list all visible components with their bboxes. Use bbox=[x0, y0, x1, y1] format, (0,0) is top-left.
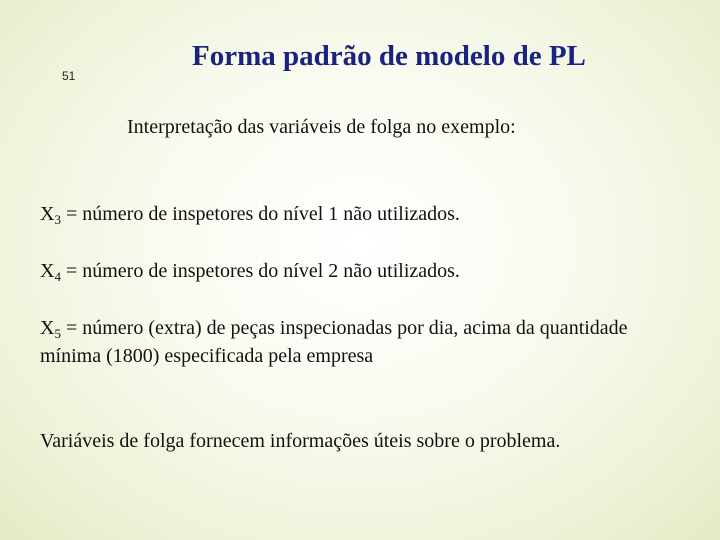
variable-description: = número de inspetores do nível 1 não utilizados. bbox=[60, 203, 460, 225]
variable-subscript: 5 bbox=[54, 326, 61, 341]
slack-variable-x3 bbox=[40, 200, 680, 228]
variable-subscript: 4 bbox=[54, 269, 61, 284]
variable-symbol: X bbox=[40, 203, 55, 225]
variable-symbol: X bbox=[40, 317, 55, 339]
slide-number: 51 bbox=[62, 69, 76, 83]
slack-variable-x5 bbox=[40, 314, 680, 370]
variable-description: = número de inspetores do nível 2 não utilizados. bbox=[60, 260, 460, 282]
variable-subscript: 3 bbox=[54, 212, 61, 227]
slack-variable-x4 bbox=[40, 257, 680, 285]
slide-subtitle: Interpretação das variáveis de folga no exemplo: bbox=[127, 116, 516, 138]
variable-description: = número (extra) de peças inspecionadas por dia, acima da quantidade mínima (1800) especificada pela empresa bbox=[40, 317, 628, 367]
conclusion-text: Variáveis de folga fornecem informações úteis sobre o problema. bbox=[40, 430, 561, 452]
slide-title: Forma padrão de modelo de PL bbox=[192, 40, 586, 72]
variable-symbol: X bbox=[40, 260, 55, 282]
